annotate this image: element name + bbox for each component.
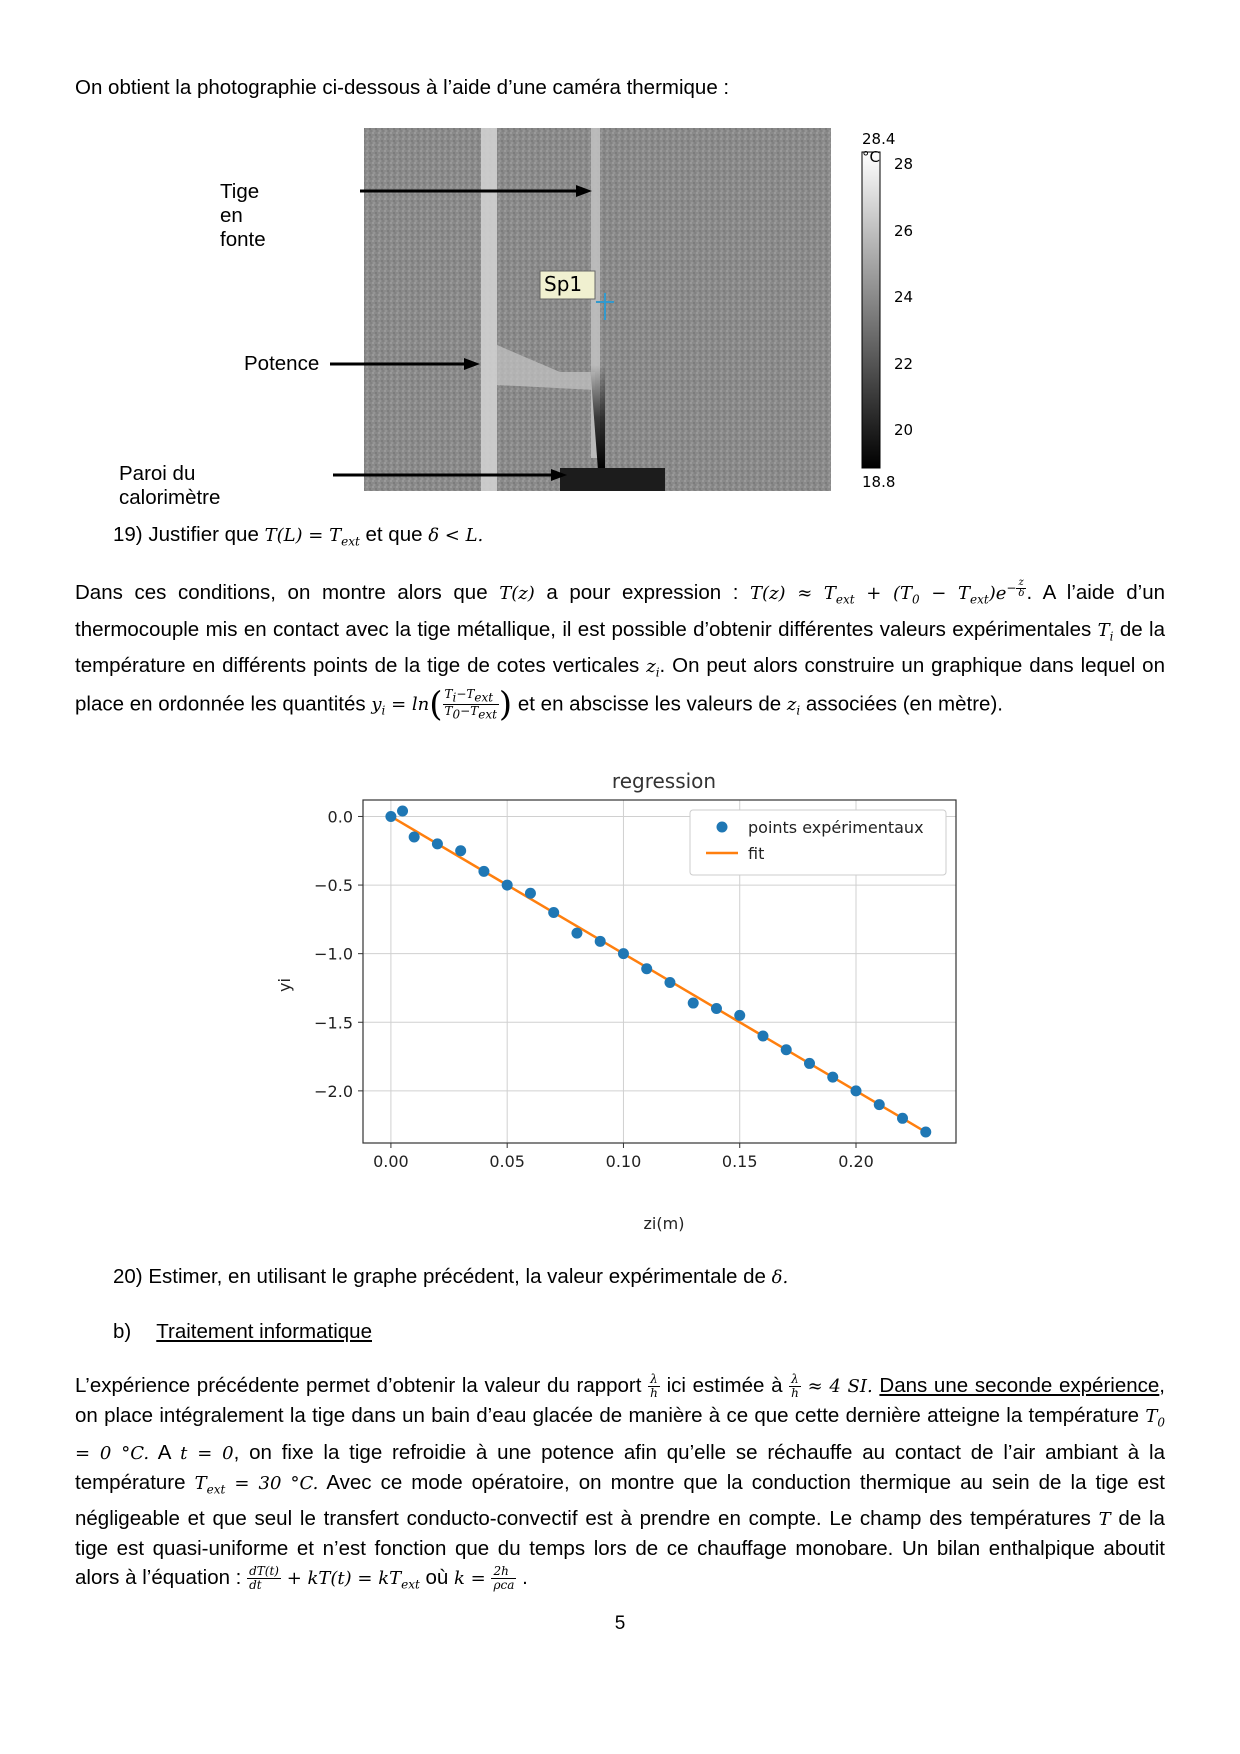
data-point [851, 1085, 862, 1096]
data-point [432, 838, 443, 849]
y-tick-label: −1.0 [314, 944, 353, 964]
paragraph-2: L’expérience précédente permet d’obtenir la valeur du rapport $\frac{\lambda}{h}$ ici estimée à $\frac{\lambda}{h}$ ≈ 4 SI. Dans une seconde expérience, on place intégralement la tige dans un bain d’eau glacée de manière à ce que cette dernière atteigne la température $T_0 = 0$ °C. A t = 0, on fixe la tige refroidie à une potence afin qu’elle se réchauffe au contact de l’air ambiant à la température $T_{ext} = 30$ °C. Avec ce mode opératoire, on montre que la conduction thermique au sein de la tige est négligeable et que seul le transfert conducto-convectif est à prendre en compte. Le champ des températures T de la tige est quasi-uniforme et n’est fonction que du temps lors de ce chauffage monobare. Un bilan enthalpique aboutit alors à l’équation : $\frac{dT(t)}{dt}$ + $kT(t) = kT_{ext}$ où k = $\frac{2h}{\text{ρca}}$ . [75, 1372, 1165, 1593]
scale-tick: 24 [894, 288, 914, 306]
data-point [757, 1030, 768, 1041]
q19-mid: et que [365, 523, 423, 546]
y-tick-label: −2.0 [314, 1081, 353, 1101]
q19-text: 19) Justifier que [113, 523, 259, 546]
x-tick-label: 0.00 [373, 1152, 409, 1171]
data-point [455, 845, 466, 856]
intro-line: On obtient la photographie ci-dessous à l’aide d’une caméra thermique : [75, 76, 730, 99]
chart-ylabel: yi [275, 978, 294, 992]
chart-xlabel: zi(m) [643, 1214, 685, 1233]
q19-eq1: $T(L) = T_{ext}$ [264, 525, 360, 549]
question-19 [113, 520, 483, 557]
q19-eq2: δ < L. [428, 525, 484, 546]
data-point [525, 888, 536, 899]
label-tige: Tige en fonte [220, 180, 266, 251]
data-point [688, 998, 699, 1009]
x-tick-label: 0.20 [838, 1152, 874, 1171]
y-tick-label: −0.5 [314, 876, 353, 896]
chart-legend [690, 810, 946, 875]
scale-tick: 22 [894, 355, 914, 373]
legend-label-points: points expérimentaux [748, 818, 924, 837]
regression-chart [0, 755, 1240, 1245]
data-point [548, 907, 559, 918]
x-tick-label: 0.10 [605, 1152, 642, 1171]
rod-left [481, 128, 497, 491]
label-potence: Potence [244, 352, 320, 375]
data-point [409, 832, 420, 843]
spot-label: Sp1 [544, 272, 583, 296]
label-paroi: Paroi du calorimètre [119, 462, 221, 509]
q20-text: 20) Estimer, en utilisant le graphe précédent, la valeur expérimentale de [113, 1265, 766, 1288]
calorimeter-wall [560, 468, 665, 491]
y-tick-label: −1.5 [314, 1013, 353, 1033]
data-point [734, 1010, 745, 1021]
data-point [920, 1127, 931, 1138]
scale-max: 28.4 °C [862, 130, 896, 166]
chart-title: regression [611, 769, 717, 793]
scale-tick: 28 [894, 155, 914, 173]
data-point [571, 928, 582, 939]
scale-tick: 20 [894, 421, 914, 439]
color-scale-bar [862, 152, 880, 468]
data-point [781, 1044, 792, 1055]
data-point [618, 948, 629, 959]
scale-tick: 26 [894, 222, 914, 240]
data-point [664, 977, 675, 988]
question-20 [113, 1262, 788, 1292]
page-number: 5 [614, 1613, 626, 1634]
thermal-image-svg [0, 0, 1240, 520]
x-tick-label: 0.15 [721, 1152, 758, 1171]
data-point [804, 1058, 815, 1069]
data-point [711, 1003, 722, 1014]
x-tick-label: 0.05 [489, 1152, 525, 1171]
data-point [874, 1099, 885, 1110]
chart-x-ticks [373, 1143, 874, 1171]
data-point [397, 805, 408, 816]
section-b-heading [113, 1317, 372, 1346]
legend-marker-points [717, 822, 728, 833]
data-point [385, 811, 396, 822]
chart-y-ticks [314, 807, 363, 1100]
data-point [502, 880, 513, 891]
section-b-title: Traitement informatique [156, 1320, 372, 1343]
data-point [897, 1113, 908, 1124]
y-tick-label: 0.0 [327, 807, 353, 827]
data-point [478, 866, 489, 877]
paragraph-1: Dans ces conditions, on montre alors que T(z) a pour expression : $T(z) \approx T_{ext} + (T_0 - T_{ext})e^{- \frac{z}{\delta}}$ . A l’aide d’un thermocouple mis en contact avec la tige métallique, il est possible d’obtenir différentes valeurs expérimentales $T_i$ de la température en différents points de la tige de cotes verticales $z_i$. On peut alors construire un graphique dans lequel on place en ordonnée les quantités $y_i = \ln$( $\frac{T_i-T_{ext}}{T_0-T_{ext}}$ ) et en abscisse les valeurs de $z_i$ associées (en mètre). [75, 577, 1165, 725]
section-b-number: b) [113, 1320, 132, 1343]
scale-min: 18.8 [862, 473, 896, 491]
data-point [595, 936, 606, 947]
q20-math: δ. [771, 1267, 789, 1288]
legend-label-fit: fit [748, 844, 765, 863]
data-point [641, 963, 652, 974]
data-point [827, 1072, 838, 1083]
